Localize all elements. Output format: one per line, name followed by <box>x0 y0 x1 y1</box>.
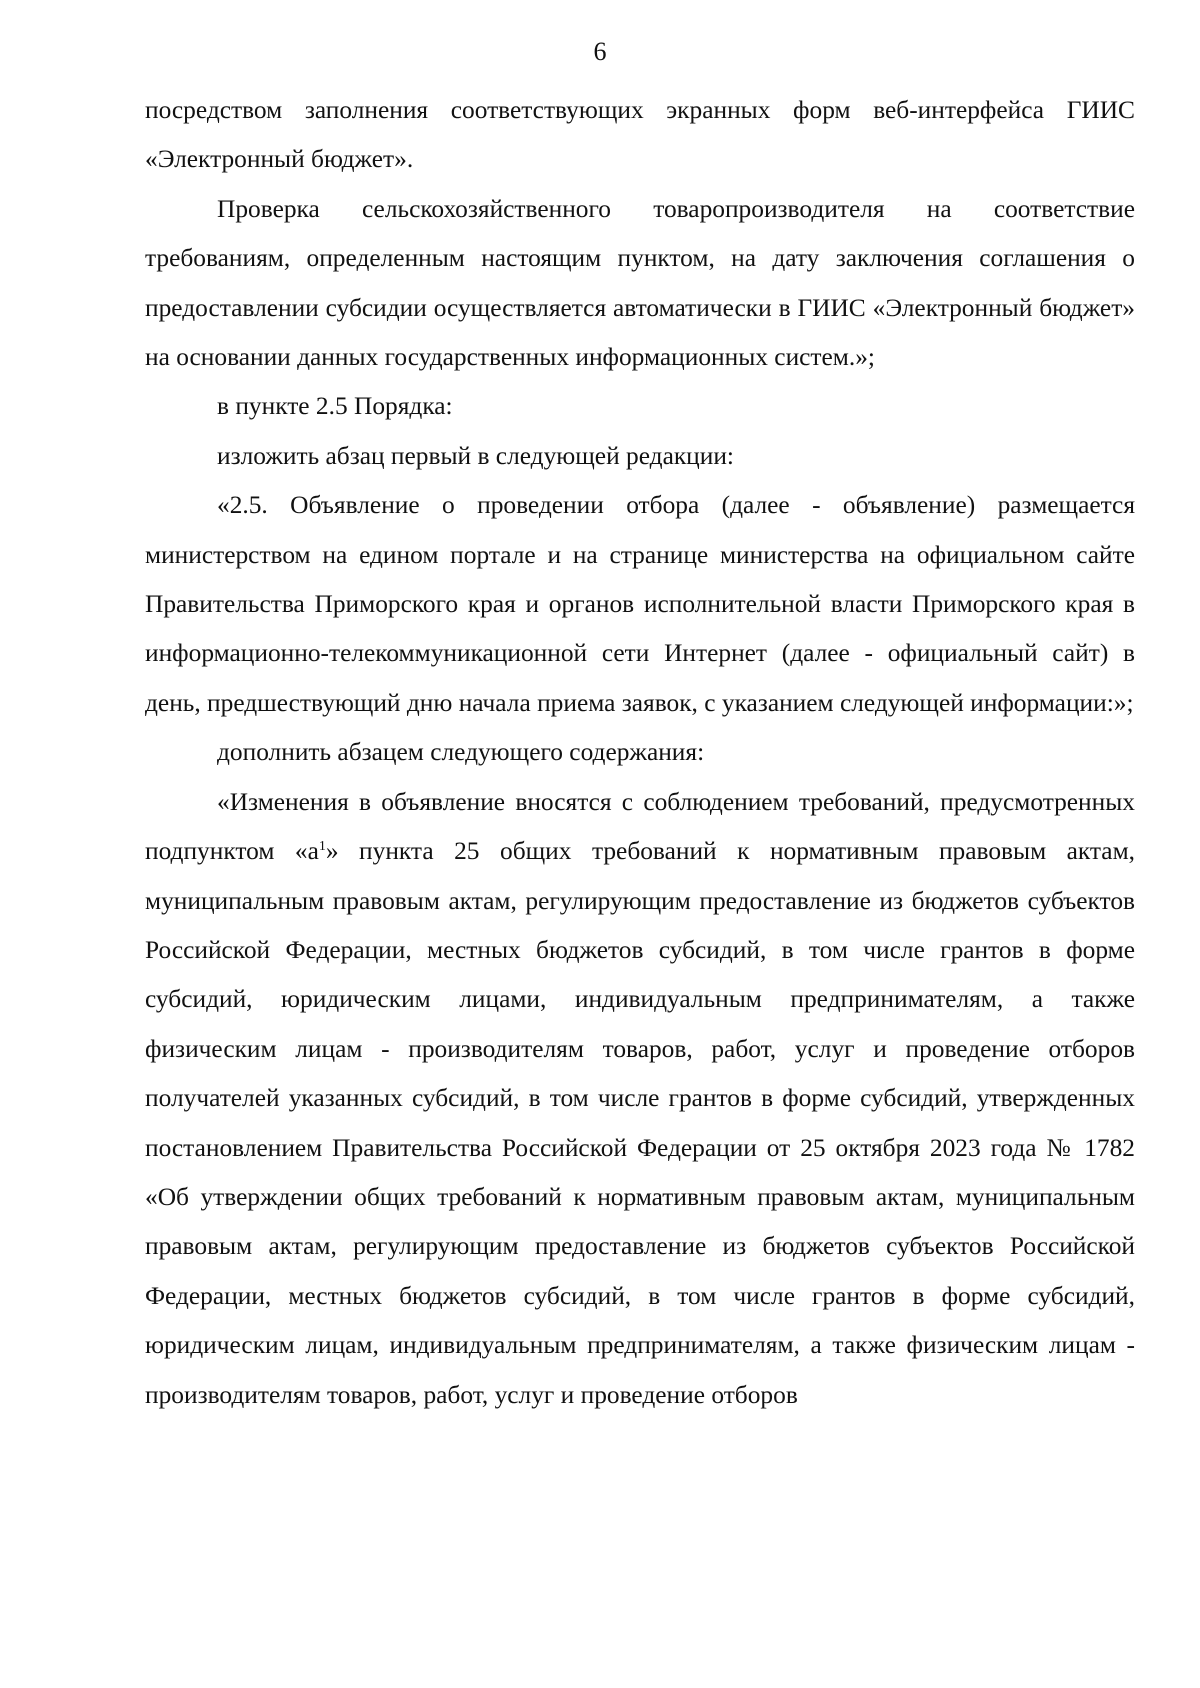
superscript-one: 1 <box>318 839 326 855</box>
paragraph-supplement-instruction: дополнить абзацем следующего содержания: <box>217 738 705 767</box>
paragraph-verification: Проверка сельскохозяйственного товаропроизводителя на соответствие требованиям, определенным настоящим пунктом, на дату заключения соглашения о предоставлении субсидии осуществляется автоматически в ГИИС «Электронный бюджет» на основании данных государственных информационных систем.»; <box>145 194 1135 372</box>
paragraph-announcement: «2.5. Объявление о проведении отбора (далее - объявление) размещается министерством на едином портале и на странице министерства на официальном сайте Правительства Приморского края и органов исполнительной власти Приморского края в информационно-телекоммуникационной сети Интернет (далее - официальный сайт) в день, предшествующий дню начала приема заявок, с указанием следующей информации:»; <box>145 491 1135 717</box>
paragraph-changes-part-1: «Изменения в объявление вносятся с соблюдением требований, предусмотренных подпунктом «а <box>145 787 1135 866</box>
document-body <box>145 86 1135 1420</box>
paragraph-continuation: посредством заполнения соответствующих экранных форм веб-интерфейса ГИИС «Электронный бюджет». <box>145 96 1135 174</box>
page-number: 6 <box>593 37 607 66</box>
paragraph-changes <box>145 778 1135 1420</box>
paragraph-amend-instruction: изложить абзац первый в следующей редакции: <box>217 441 734 470</box>
paragraph-changes-part-2: » пункта 25 общих требований к нормативным правовым актам, муниципальным правовым актам, регулирующим предоставление из бюджетов субъектов Российской Федерации, местных бюджетов субсидий, в том числе грантов в форме субсидий, юридическим лицами, индивидуальным предпринимателям, а также физическим лицам - производителям товаров, работ, услуг и проведение отборов получателей указанных субсидий, в том числе грантов в форме субсидий, утвержденных постановлением Правительства Российской Федерации от 25 октября 2023 года № 1782 «Об утверждении общих требований к нормативным правовым актам, муниципальным правовым актам, регулирующим предоставление из бюджетов субъектов Российской Федерации, местных бюджетов субсидий, в том числе грантов в форме субсидий, юридическим лицам, индивидуальным предпринимателям, а также физическим лицам - производителям товаров, работ, услуг и проведение отборов <box>145 837 1135 1409</box>
paragraph-item-2-5-reference: в пункте 2.5 Порядка: <box>217 392 453 421</box>
